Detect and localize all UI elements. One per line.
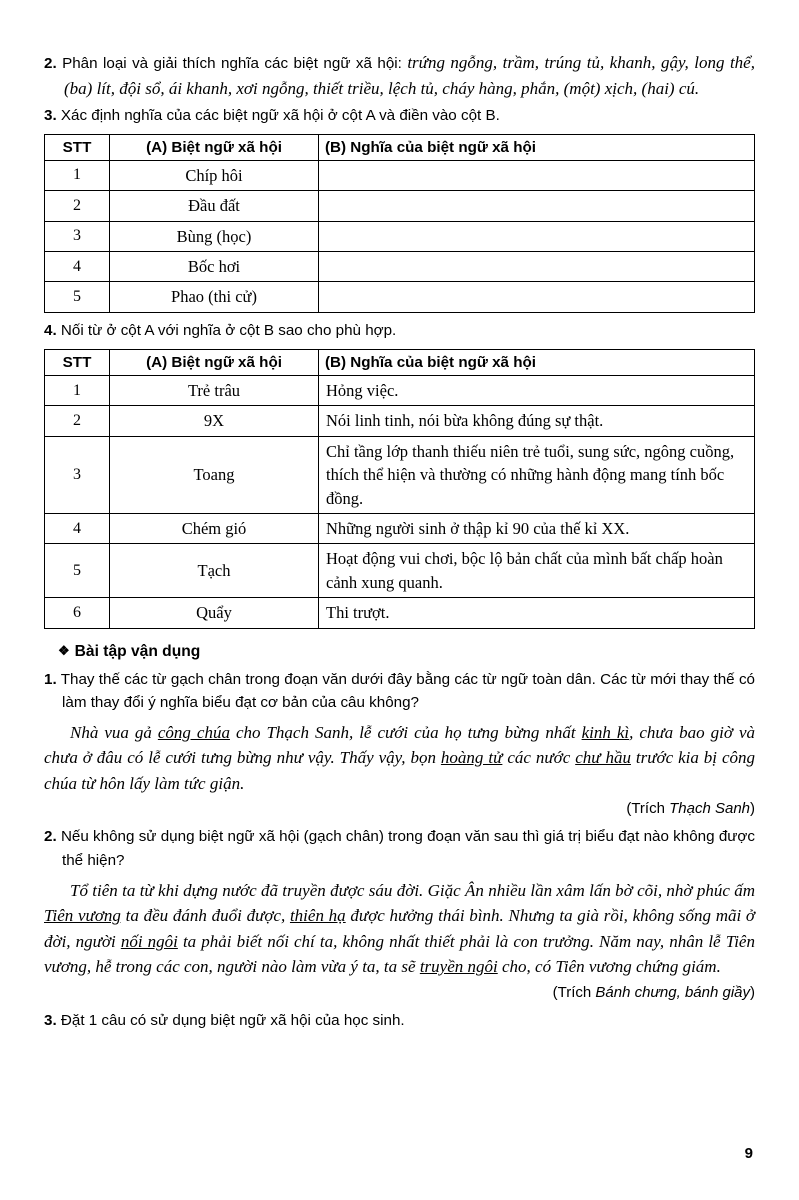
exercise-4-prompt: Nối từ ở cột A với nghĩa ở cột B sao cho phù hợp. [60,321,397,339]
cell-term: Đầu đất [110,191,319,221]
cell-stt: 6 [45,598,110,628]
quote-text: Tổ tiên ta từ khi dựng nước đã truyền được sáu đời. Giặc Ân nhiều lần xâm lấn bờ cõi, nhờ phúc ấm [70,880,755,900]
cell-meaning[interactable] [319,282,755,312]
apply-2-number: 2. [44,828,57,846]
exercise-3-number: 3. [44,106,57,124]
quote-text: Nhà vua gả [70,722,158,742]
source-suffix: ) [750,983,755,1001]
cell-meaning[interactable] [319,191,755,221]
underlined-term: kinh kì [581,722,630,742]
table-row [45,514,755,544]
table-header-row [45,134,755,160]
cell-meaning[interactable] [319,221,755,251]
cell-stt: 1 [45,160,110,190]
quote-text: cho, có Tiên vương chứng giám. [497,957,721,977]
column-header-b: (B) Nghĩa của biệt ngữ xã hội [319,349,755,375]
quote-text: ta đều đánh đuổi được, [120,906,290,926]
quote-text: được hưởng thái bình. Nhưng ta già rồi, không sống mãi ở đời, người [44,906,755,951]
source-prefix: (Trích [626,800,670,818]
table-header-row [45,349,755,375]
underlined-term: hoàng tử [440,748,503,768]
underlined-term: thiên hạ [289,906,346,926]
source-title: Bánh chưng, bánh giầy [595,983,750,1001]
source-suffix: ) [750,800,755,818]
cell-term: Chíp hôi [110,160,319,190]
apply-2-quote [44,878,755,980]
table-row [45,598,755,628]
apply-2-source [44,984,755,1001]
apply-1-prompt-line-1: Thay thế các từ gạch chân trong đoạn văn dưới đây bằng các từ ngữ toàn dân. [60,670,596,688]
source-title: Thạch Sanh [669,800,750,818]
column-header-stt: STT [45,349,110,375]
cell-meaning: Hỏng việc. [319,375,755,405]
cell-meaning[interactable] [319,160,755,190]
table-row [45,252,755,282]
exercise-3-paragraph [44,104,755,127]
exercise-4-table [44,349,755,629]
cell-term: Quẩy [110,598,319,628]
section-heading [58,643,755,661]
underlined-term: truyền ngôi [419,957,498,977]
exercise-3-table [44,134,755,313]
apply-3-paragraph [44,1009,755,1032]
source-prefix: (Trích [552,983,596,1001]
apply-3-number: 3. [44,1011,57,1029]
column-header-a: (A) Biệt ngữ xã hội [110,134,319,160]
quote-text: ta phải biết nối chí ta, không nhất thiết phải là con trưởng. Năm nay, nhân lễ Tiên vương, hễ trong các con, người nào làm vừa ý ta, ta sẽ [44,931,755,977]
apply-3-prompt: Đặt 1 câu có sử dụng biệt ngữ xã hội của học sinh. [60,1011,405,1029]
cell-term: Chém gió [110,514,319,544]
cell-stt: 2 [45,191,110,221]
cell-term: 9X [110,406,319,436]
table-row [45,544,755,598]
apply-1-source [44,800,755,817]
table-row [45,436,755,513]
apply-1-prompt-line-2: Các từ mới thay thế có làm thay đổi ý nghĩa biểu đạt cơ bản của câu không? [62,670,755,711]
table-row [45,406,755,436]
exercise-2-prompt: Phân loại và giải thích nghĩa các biệt ngữ xã hội: [62,55,402,72]
apply-2-prompt-line-2: biểu đạt nào không được thể hiện? [62,828,755,869]
underlined-term: chư hầu [575,748,631,768]
apply-2-quote-block [44,878,755,1001]
apply-1-quote [44,720,755,797]
section-heading-label: Bài tập vận dụng [74,642,201,660]
column-header-stt: STT [45,134,110,160]
cell-stt: 3 [45,436,110,513]
apply-2-paragraph [44,825,755,871]
cell-term: Tạch [110,544,319,598]
column-header-b: (B) Nghĩa của biệt ngữ xã hội [319,134,755,160]
cell-stt: 1 [45,375,110,405]
exercise-4-number: 4. [44,321,57,339]
cell-meaning: Hoạt động vui chơi, bộc lộ bản chất của mình bất chấp hoàn cảnh xung quanh. [319,544,755,598]
table-row [45,282,755,312]
underlined-term: nối ngôi [120,931,178,951]
exercise-3-prompt: Xác định nghĩa của các biệt ngữ xã hội ở cột A và điền vào cột B. [60,106,500,124]
apply-1-quote-block [44,720,755,818]
underlined-term: Tiên vương [44,906,121,926]
apply-2-prompt-line-1: Nếu không sử dụng biệt ngữ xã hội (gạch chân) trong đoạn văn sau thì giá trị [60,828,581,846]
cell-stt: 5 [45,544,110,598]
exercise-2-terms: trứng ngỗng, trầm, trúng tủ, khanh, gậy, long thể, (ba) lít, đội sổ, ái khanh, xơi ngỗng, thiết triều, lệch tủ, cháy hàng, phắn, (một) xịch, (hai) cú. [64,53,755,98]
quote-text: , chưa bao giờ và chưa ở đâu có lễ cưới tưng bừng như vậy. Thấy vậy, bọn [44,722,755,768]
quote-text: cho Thạch Sanh, lễ cưới của họ tưng bừng nhất [229,722,582,742]
cell-stt: 5 [45,282,110,312]
diamond-bullet-icon: ❖ [58,642,70,658]
table-row [45,191,755,221]
table-row [45,221,755,251]
exercise-4-paragraph [44,319,755,342]
cell-stt: 3 [45,221,110,251]
column-header-a: (A) Biệt ngữ xã hội [110,349,319,375]
quote-text: trước kia bị công chúa từ hôn lấy làm tức giận. [44,748,755,793]
apply-1-paragraph [44,668,755,714]
cell-meaning[interactable] [319,252,755,282]
cell-stt: 4 [45,514,110,544]
cell-term: Toang [110,436,319,513]
cell-stt: 4 [45,252,110,282]
cell-meaning: Nói linh tinh, nói bừa không đúng sự thật. [319,406,755,436]
table-row [45,160,755,190]
underlined-term: công chúa [157,722,230,742]
cell-term: Bùng (học) [110,221,319,251]
cell-meaning: Những người sinh ở thập kỉ 90 của thế kỉ XX. [319,514,755,544]
exercise-2-paragraph [44,50,755,102]
cell-term: Trẻ trâu [110,375,319,405]
cell-term: Phao (thi cử) [110,282,319,312]
cell-stt: 2 [45,406,110,436]
quote-text: các nước [502,748,576,768]
cell-meaning: Thi trượt. [319,598,755,628]
cell-term: Bốc hơi [110,252,319,282]
exercise-2-number: 2. [44,55,57,72]
apply-1-number: 1. [44,670,57,688]
cell-meaning: Chỉ tầng lớp thanh thiếu niên trẻ tuổi, sung sức, ngông cuồng, thích thể hiện và thường có những hành động mang tính bốc đồng. [319,436,755,513]
page-number: 9 [744,1145,753,1162]
table-row [45,375,755,405]
